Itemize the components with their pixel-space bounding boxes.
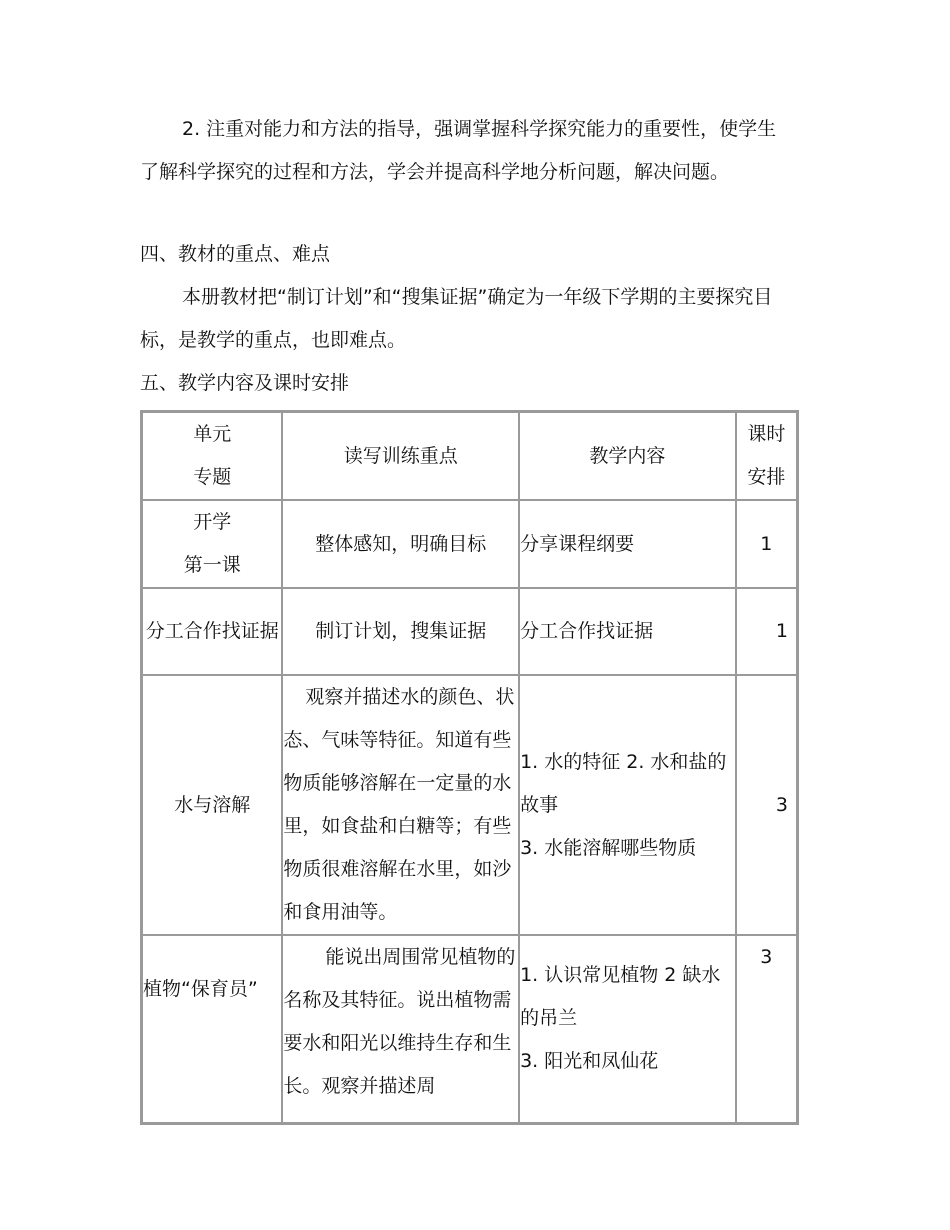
- unit-cell: [142, 935, 282, 1123]
- unit-text: 植物“保育员”: [143, 977, 258, 1000]
- focus-cell: 制订计划，搜集证据: [282, 588, 519, 675]
- unit-cell: [142, 500, 282, 588]
- paragraph-key-points: [140, 276, 790, 362]
- content-line2: 3. 水能溶解哪些物质: [520, 836, 697, 859]
- section-heading-schedule: 五、教学内容及课时安排: [140, 372, 350, 394]
- paragraph-guidance-text: 2. 注重对能力和方法的指导，强调掌握科学探究能力的重要性，使学生了解科学探究的过程和方法，学会并提高科学地分析问题，解决问题。: [140, 118, 777, 183]
- hours-cell: 3: [736, 675, 797, 935]
- paragraph-key-points-text: 本册教材把“制订计划”和“搜集证据”确定为一年级下学期的主要探究目标，是教学的重点，也即难点。: [140, 286, 773, 351]
- header-focus-cell: 读写训练重点: [282, 412, 519, 500]
- focus-cell: [282, 935, 519, 1123]
- table-row: [142, 935, 797, 1123]
- focus-text: 能说出周围常见植物的名称及其特征。说出植物需要水和阳光以维持生存和生长。观察并描述周: [283, 946, 516, 1097]
- content-line2: 3. 阳光和凤仙花: [520, 1050, 659, 1072]
- table-header-row: [142, 412, 797, 500]
- unit-cell: 水与溶解: [142, 675, 282, 935]
- content-cell: [519, 675, 736, 935]
- hours-cell: 3: [736, 935, 797, 1123]
- table-row: [142, 500, 797, 588]
- focus-cell: [282, 675, 519, 935]
- content-line1: 1. 水的特征 2. 水和盐的故事: [520, 750, 727, 816]
- focus-cell: 整体感知，明确目标: [282, 500, 519, 588]
- header-content-cell: 教学内容: [519, 412, 736, 500]
- content-cell: 分工合作找证据: [519, 588, 736, 675]
- unit-line2: 第一课: [183, 554, 241, 576]
- header-unit-line2: 专题: [193, 466, 232, 488]
- section-heading-key-points: 四、教材的重点、难点: [140, 243, 331, 265]
- paragraph-guidance: [140, 108, 790, 194]
- header-hours-cell: [736, 412, 797, 500]
- focus-text: 观察并描述水的颜色、状态、气味等特征。知道有些物质能够溶解在一定量的水里，如食盐和白糖等；有些物质很难溶解在水里，如沙和食用油等。: [283, 686, 515, 923]
- unit-cell: 分工合作找证据: [142, 588, 282, 675]
- content-line1: 1. 认识常见植物 2 缺水的吊兰: [520, 964, 721, 1029]
- schedule-table: [140, 410, 799, 1125]
- content-cell: 分享课程纲要: [519, 500, 736, 588]
- header-hours-line1: 课时: [747, 423, 786, 445]
- header-unit-line1: 单元: [193, 423, 232, 445]
- unit-line1: 开学: [193, 511, 232, 533]
- header-unit-cell: [142, 412, 282, 500]
- content-cell: [519, 935, 736, 1123]
- table-row: [142, 675, 797, 935]
- table-row: [142, 588, 797, 675]
- hours-cell: 1: [736, 500, 797, 588]
- header-hours-line2: 安排: [747, 466, 786, 488]
- hours-cell: 1: [736, 588, 797, 675]
